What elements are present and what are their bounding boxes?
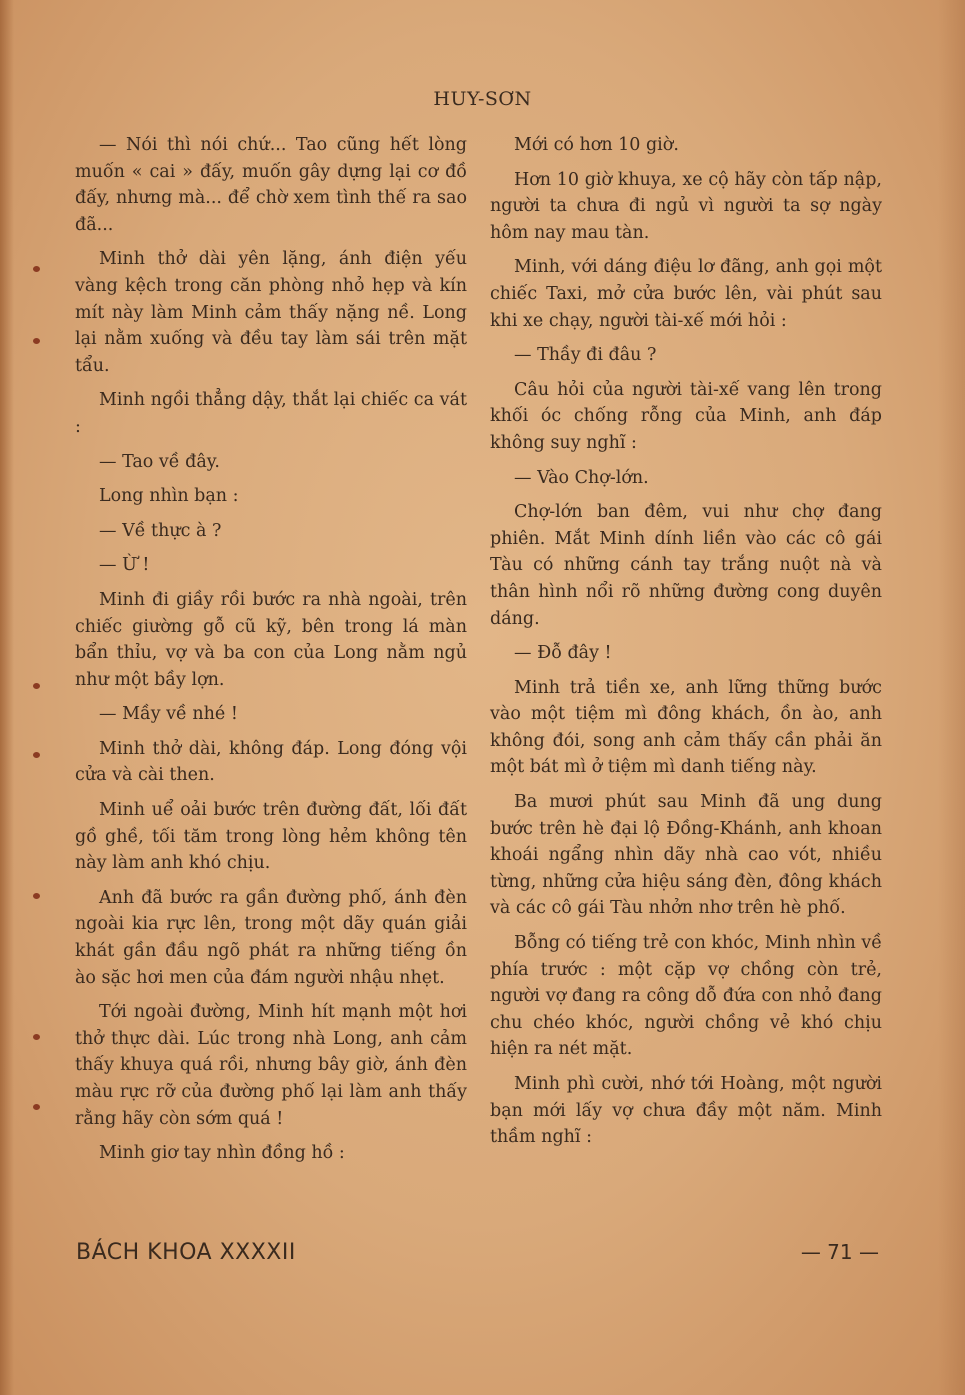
paragraph: Anh đã bước ra gần đường phố, ánh đèn ngoài kia rực lên, trong một dãy quán giải khát gần đầu ngõ phát ra những tiếng ồn ào sặc hơi men của đám người nhậu nhẹt. <box>75 887 467 988</box>
paragraph: — Vào Chợ-lớn. <box>514 467 649 488</box>
paragraph: Mới có hơn 10 giờ. <box>514 135 679 155</box>
margin-mark <box>33 683 40 689</box>
margin-mark <box>33 1034 40 1040</box>
page-number: — 71 — <box>800 1240 879 1264</box>
running-header: HUY-SƠN <box>433 88 532 110</box>
paragraph: Tới ngoài đường, Minh hít mạnh một hơi thở thực dài. Lúc trong nhà Long, anh cảm thấy khuya quá rồi, nhưng bây giờ, ánh đèn màu rực rỡ của đường phố lại làm anh thấy rằng hãy còn sớm quá ! <box>75 1002 467 1129</box>
paragraph: Chợ-lớn ban đêm, vui như chợ đang phiên. Mắt Minh dính liền vào các cô gái Tàu có những cánh tay trắng nuột nà và thân hình nổi rõ những đường cong duyên dáng. <box>490 502 882 629</box>
paragraph: Minh đi giầy rồi bước ra nhà ngoài, trên chiếc giường gỗ cũ kỹ, bên trong lá màn bẩn thỉu, vợ và ba con của Long nằm ngủ như một bầy lợn. <box>75 589 467 690</box>
paragraph: — Thầy đi đâu ? <box>514 345 657 366</box>
paragraph: Minh phì cười, nhớ tới Hoàng, một người bạn mới lấy vợ chưa đầy một năm. Minh thầm nghĩ : <box>490 1074 882 1148</box>
margin-mark <box>33 266 40 272</box>
paragraph: Minh uể oải bước trên đường đất, lối đất gồ ghề, tối tăm trong lòng hẻm không tên này làm anh khó chịu. <box>75 800 467 874</box>
margin-mark <box>33 893 40 899</box>
paragraph: — Tao về đây. <box>99 451 220 472</box>
paragraph: — Ừ ! <box>99 555 150 576</box>
paragraph: Minh thở dài, không đáp. Long đóng vội cửa và cài then. <box>75 738 467 786</box>
margin-mark <box>33 338 40 344</box>
paragraph: — Mầy về nhé ! <box>99 704 238 725</box>
paragraph: Minh giơ tay nhìn đồng hồ : <box>99 1143 345 1164</box>
paragraph: Long nhìn bạn : <box>99 486 239 507</box>
paragraph: — Nói thì nói chứ... Tao cũng hết lòng muốn « cai » đấy, muốn gây dựng lại cơ đồ đấy, nhưng mà... để chờ xem tình thế ra sao đã... <box>75 135 467 235</box>
paragraph: Hơn 10 giờ khuya, xe cộ hãy còn tấp nập, người ta chưa đi ngủ vì người ta sợ ngày hôm nay mau tàn. <box>490 169 882 243</box>
paragraph: Minh trả tiền xe, anh lững thững bước vào một tiệm mì đông khách, ồn ào, anh không đói, song anh cảm thấy cần phải ăn một bát mì ở tiệm mì danh tiếng này. <box>490 677 882 778</box>
margin-mark <box>33 752 40 758</box>
paragraph: Minh ngồi thẳng dậy, thắt lại chiếc ca vát : <box>75 390 467 437</box>
margin-mark <box>33 1104 40 1110</box>
paragraph: Câu hỏi của người tài-xế vang lên trong khối óc chống rỗng của Minh, anh đáp không suy nghĩ : <box>490 379 882 453</box>
paragraph: Minh, với dáng điệu lơ đãng, anh gọi một chiếc Taxi, mở cửa bước lên, vài phút sau khi xe chạy, người tài-xế mới hỏi : <box>490 257 882 331</box>
magazine-footer: BÁCH KHOA XXXXII <box>76 1240 296 1265</box>
paragraph: Ba mươi phút sau Minh đã ung dung bước trên hè đại lộ Đồng-Khánh, anh khoan khoái ngẩng nhìn dãy nhà cao vót, nhiều từng, những cửa hiệu sáng đèn, đông khách và các cô gái Tàu nhởn nhơ trên hè phố. <box>490 792 882 919</box>
page-fold-shadow <box>938 0 965 1395</box>
paragraph: Bỗng có tiếng trẻ con khóc, Minh nhìn về phía trước : một cặp vợ chồng còn trẻ, người vợ đang ra công dỗ đứa con nhỏ đang chu chéo khóc, người chồng vẻ khó chịu hiện ra nét mặt. <box>490 933 883 1060</box>
left-text-column <box>75 132 467 1175</box>
page-edge-shadow <box>0 0 14 1395</box>
right-text-column <box>490 132 882 1159</box>
paragraph: — Đỗ đây ! <box>514 643 612 664</box>
paragraph: — Về thực à ? <box>99 520 222 541</box>
paragraph: Minh thở dài yên lặng, ánh điện yếu vàng kệch trong căn phòng nhỏ hẹp và kín mít này làm Minh cảm thấy nặng nề. Long lại nằm xuống và đều tay làm sái trên mặt tẩu. <box>75 249 467 376</box>
